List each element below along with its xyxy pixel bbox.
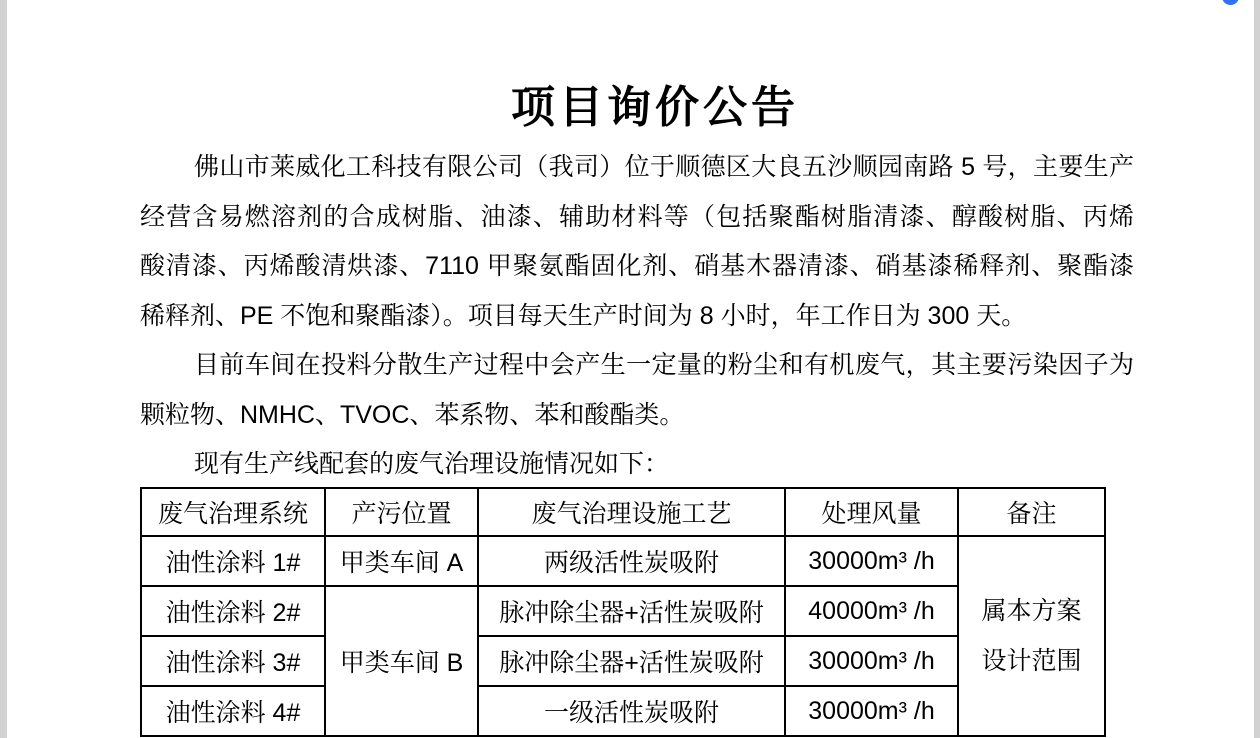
- document-page: [7, 0, 1254, 738]
- cell-process: 一级活性炭吸附: [478, 686, 785, 736]
- cell-system: 油性涂料 4#: [141, 686, 325, 736]
- doc-body: [140, 143, 1134, 490]
- col-header-location: 产污位置: [325, 488, 478, 536]
- cell-airflow: 30000m³ /h: [785, 636, 958, 686]
- cell-airflow: 30000m³ /h: [785, 686, 958, 736]
- cell-remark: [958, 536, 1105, 736]
- cell-process: 脉冲除尘器+活性炭吸附: [478, 586, 785, 636]
- cell-process: 脉冲除尘器+活性炭吸附: [478, 636, 785, 686]
- col-header-process: 废气治理设施工艺: [478, 488, 785, 536]
- paragraph-line: 目前车间在投料分散生产过程中会产生一定量的粉尘和有机废气，其主要污染因子为: [194, 351, 1134, 379]
- cell-airflow: 40000m³ /h: [785, 586, 958, 636]
- col-header-airflow: 处理风量: [785, 488, 958, 536]
- cell-process: 两级活性炭吸附: [478, 536, 785, 586]
- col-header-system: 废气治理系统: [141, 488, 325, 536]
- paragraph-line: 酸清漆、丙烯酸清烘漆、7110 甲聚氨酯固化剂、硝基木器清漆、硝基漆稀释剂、聚酯漆: [140, 252, 1134, 280]
- paragraph-line: 稀释剂、PE 不饱和聚酯漆）。项目每天生产时间为 8 小时，年工作日为 300 天。: [140, 301, 1027, 330]
- cell-system: 油性涂料 1#: [141, 536, 325, 586]
- cell-location: 甲类车间 A: [325, 536, 478, 586]
- paragraph-line: 颗粒物、NMHC、TVOC、苯系物、苯和酸酯类。: [140, 400, 685, 429]
- table-row: [141, 536, 1105, 586]
- table-header-row: [141, 488, 1105, 536]
- emissions-table: [140, 487, 1106, 737]
- remark-line: 属本方案: [981, 597, 1082, 625]
- paragraph-line: 佛山市莱威化工科技有限公司（我司）位于顺德区大良五沙顺园南路 5 号，主要生产: [194, 153, 1134, 181]
- cell-airflow: 30000m³ /h: [785, 536, 958, 586]
- remark-line: 设计范围: [981, 647, 1082, 675]
- col-header-remark: 备注: [958, 488, 1105, 536]
- cell-location: 甲类车间 B: [325, 586, 478, 736]
- doc-title: 项目询价公告: [511, 83, 799, 132]
- paragraph-line: 经营含易燃溶剂的合成树脂、油漆、辅助材料等（包括聚酯树脂清漆、醇酸树脂、丙烯: [140, 202, 1134, 231]
- paragraph-line: 现有生产线配套的废气治理设施情况如下：: [194, 450, 670, 478]
- cell-system: 油性涂料 3#: [141, 636, 325, 686]
- cell-system: 油性涂料 2#: [141, 586, 325, 636]
